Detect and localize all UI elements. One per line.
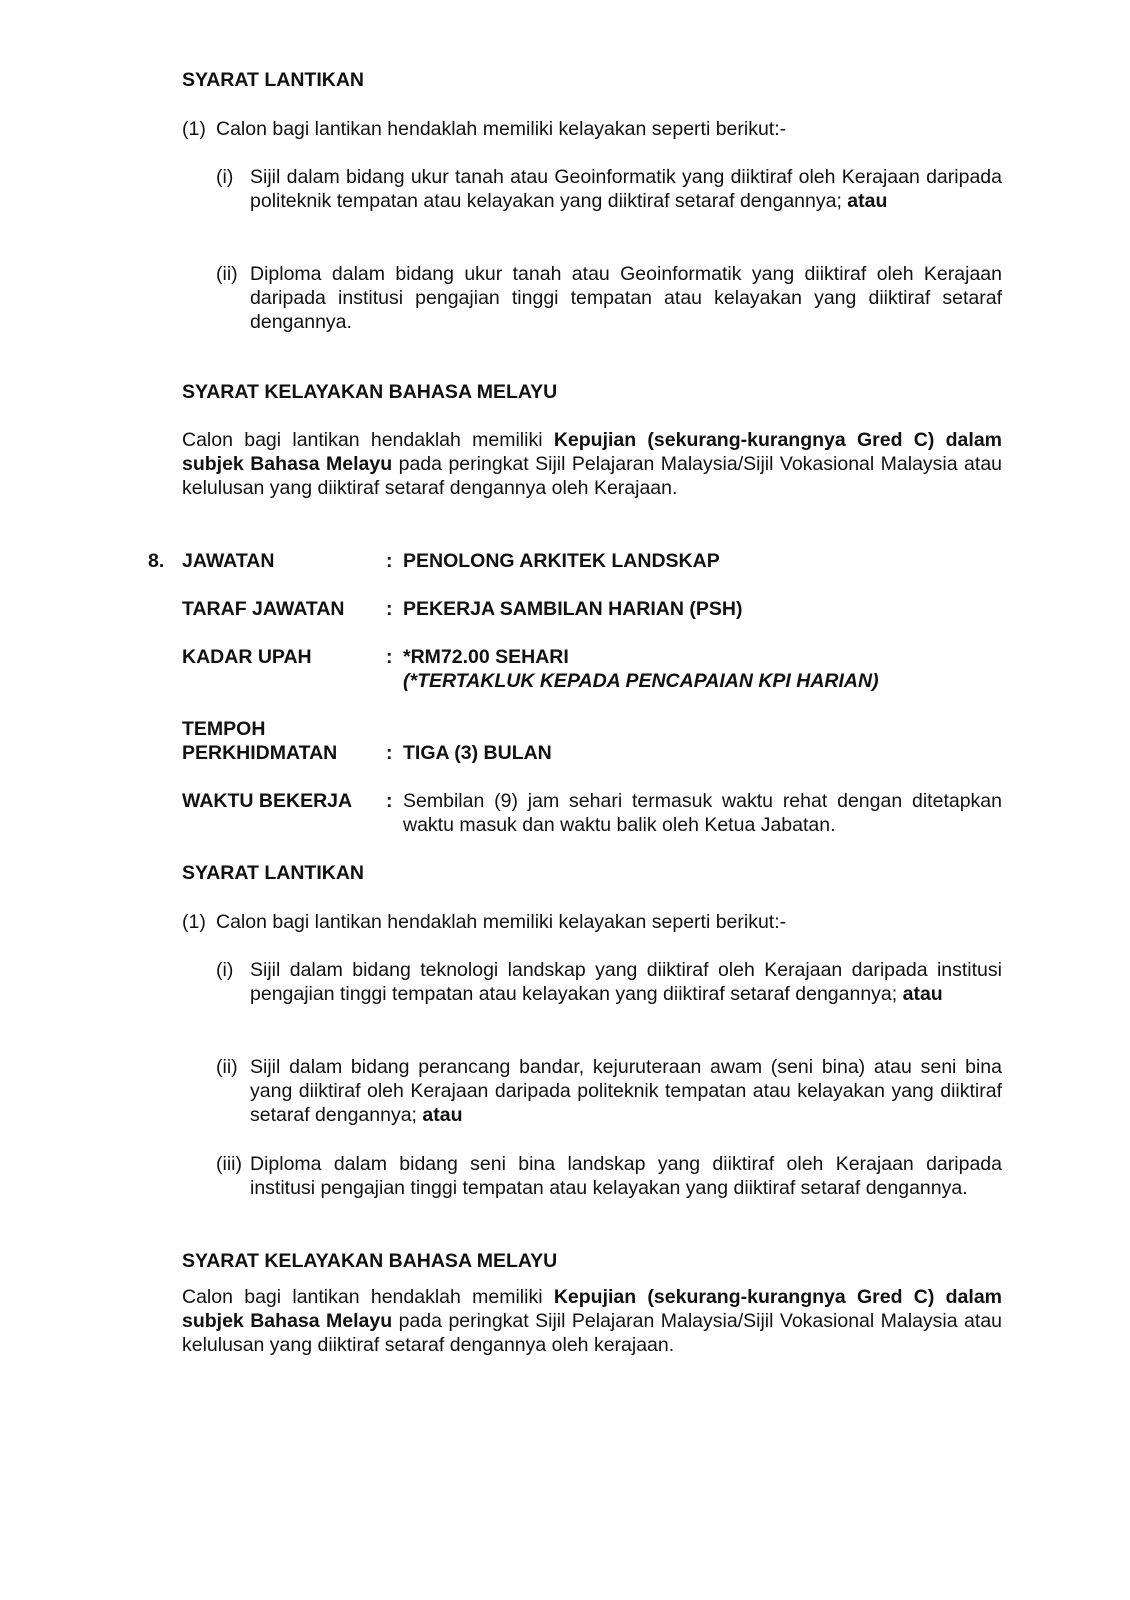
connector-atau: atau bbox=[422, 1104, 463, 1126]
connector-atau: atau bbox=[847, 190, 888, 212]
tempoh-label-line2: PERKHIDMATAN bbox=[182, 742, 338, 764]
item-number: (i) bbox=[216, 959, 234, 981]
item-text: Sijil dalam bidang perancang bandar, kejuruteraan awam (seni bina) atau seni bina yang diiktiraf oleh Kerajaan daripada politeknik tempatan atau kelayakan yang diiktiraf setaraf dengannya; bbox=[250, 1056, 1002, 1126]
taraf-jawatan-label: TARAF JAWATAN bbox=[182, 598, 345, 620]
jawatan-label: JAWATAN bbox=[182, 550, 275, 572]
colon: : bbox=[386, 550, 393, 572]
paragraph-text: pada peringkat Sijil Pelajaran Malaysia/Sijil Vokasional Malaysia atau kelulusan yang diiktiraf setaraf dengannya oleh Kerajaan. bbox=[182, 453, 1003, 499]
kadar-upah-label: KADAR UPAH bbox=[182, 646, 312, 668]
bahasa-melayu-paragraph bbox=[182, 1285, 1002, 1357]
clause-text: Calon bagi lantikan hendaklah memiliki kelayakan seperti berikut:- bbox=[216, 118, 787, 140]
waktu-bekerja-label: WAKTU BEKERJA bbox=[182, 790, 353, 812]
item-number: (ii) bbox=[216, 1056, 238, 1078]
clause-number: (1) bbox=[182, 118, 206, 140]
item-number: (iii) bbox=[216, 1153, 242, 1175]
waktu-bekerja-value: Sembilan (9) jam sehari termasuk waktu rehat dengan ditetapkan waktu masuk dan waktu balik oleh Ketua Jabatan. bbox=[403, 790, 1002, 836]
tempoh-label-line1: TEMPOH bbox=[182, 718, 266, 740]
item-number: (i) bbox=[216, 166, 234, 188]
paragraph-text: Calon bagi lantikan hendaklah memiliki bbox=[182, 1286, 554, 1308]
section-number: 8. bbox=[148, 550, 165, 572]
syarat-lantikan-heading: SYARAT LANTIKAN bbox=[182, 69, 365, 91]
clause-number: (1) bbox=[182, 911, 206, 933]
jawatan-value: PENOLONG ARKITEK LANDSKAP bbox=[403, 550, 720, 572]
colon: : bbox=[386, 742, 393, 764]
connector-atau: atau bbox=[902, 983, 943, 1005]
paragraph-text: Calon bagi lantikan hendaklah memiliki bbox=[182, 429, 554, 451]
colon: : bbox=[386, 598, 393, 620]
paragraph-bold-text: Kepujian (sekurang-kurangnya Gred C) dalam subjek Bahasa Melayu bbox=[182, 1286, 1002, 1332]
colon: : bbox=[386, 790, 393, 812]
qualification-item bbox=[250, 958, 1002, 1006]
bahasa-melayu-heading: SYARAT KELAYAKAN BAHASA MELAYU bbox=[182, 1250, 558, 1272]
qualification-item bbox=[250, 1055, 1002, 1127]
syarat-lantikan-heading: SYARAT LANTIKAN bbox=[182, 862, 365, 884]
item-text: Sijil dalam bidang teknologi landskap yang diiktiraf oleh Kerajaan daripada institusi pengajian tinggi tempatan atau kelayakan yang diiktiraf setaraf dengannya; bbox=[250, 959, 1002, 1005]
bahasa-melayu-heading: SYARAT KELAYAKAN BAHASA MELAYU bbox=[182, 381, 558, 403]
item-text: Sijil dalam bidang ukur tanah atau Geoinformatik yang diiktiraf oleh Kerajaan daripada politeknik tempatan atau kelayakan yang diiktiraf setaraf dengannya; bbox=[250, 166, 1002, 212]
taraf-jawatan-value: PEKERJA SAMBILAN HARIAN (PSH) bbox=[403, 598, 743, 620]
kadar-upah-note: (*TERTAKLUK KEPADA PENCAPAIAN KPI HARIAN) bbox=[403, 670, 879, 692]
bahasa-melayu-paragraph bbox=[182, 428, 1002, 500]
qualification-item bbox=[250, 165, 1002, 213]
paragraph-bold-text: Kepujian (sekurang-kurangnya Gred C) dalam subjek Bahasa Melayu bbox=[182, 429, 1002, 475]
clause-text: Calon bagi lantikan hendaklah memiliki kelayakan seperti berikut:- bbox=[216, 911, 787, 933]
paragraph-text: pada peringkat Sijil Pelajaran Malaysia/Sijil Vokasional Malaysia atau kelulusan yang diiktiraf setaraf dengannya oleh kerajaan. bbox=[182, 1310, 1003, 1356]
qualification-item: Diploma dalam bidang seni bina landskap yang diiktiraf oleh Kerajaan daripada institusi pengajian tinggi tempatan atau kelayakan yang diiktiraf setaraf dengannya. bbox=[250, 1153, 1002, 1199]
tempoh-value: TIGA (3) BULAN bbox=[403, 742, 552, 764]
colon: : bbox=[386, 646, 393, 668]
qualification-item: Diploma dalam bidang ukur tanah atau Geoinformatik yang diiktiraf oleh Kerajaan daripada institusi pengajian tinggi tempatan atau kelayakan yang diiktiraf setaraf dengannya. bbox=[250, 263, 1002, 333]
kadar-upah-value: *RM72.00 SEHARI bbox=[403, 646, 569, 668]
item-number: (ii) bbox=[216, 263, 238, 285]
